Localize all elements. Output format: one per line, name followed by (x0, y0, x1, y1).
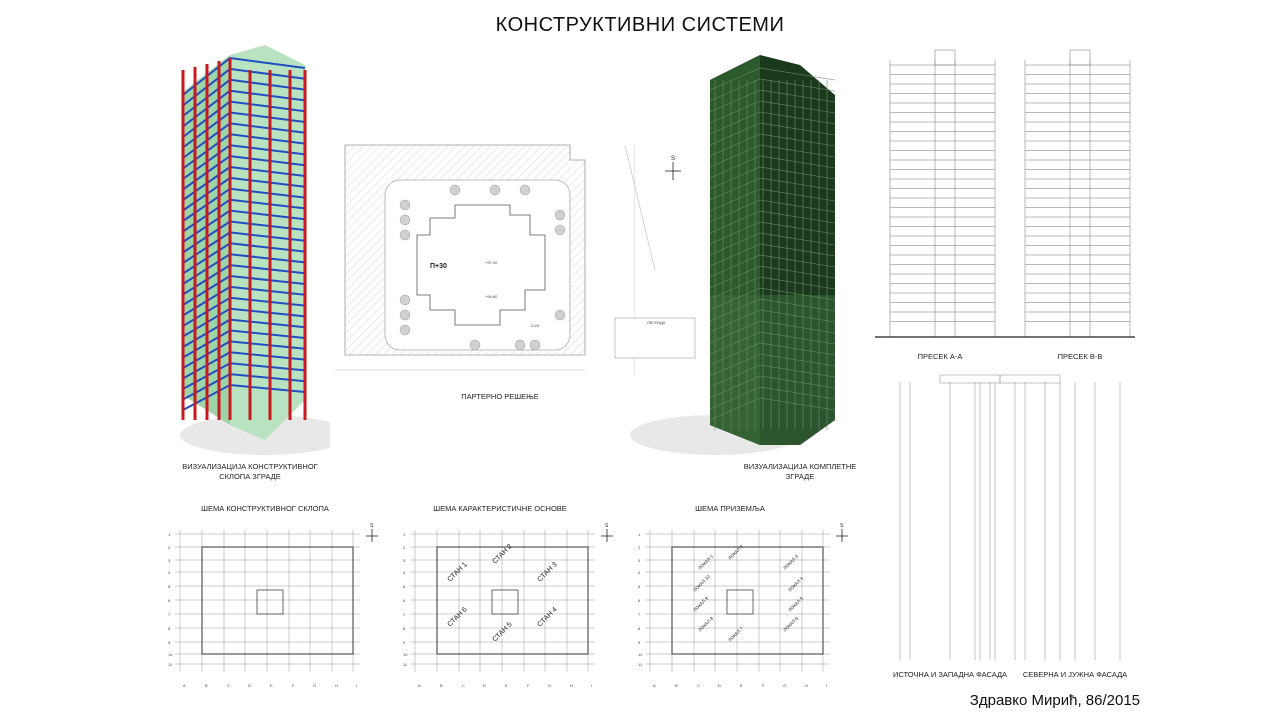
row-label: 8 (403, 626, 406, 631)
row-label: 8 (168, 626, 171, 631)
row-label: 4 (168, 570, 171, 575)
shop-label: ЛОКАЛ 4 (787, 575, 805, 593)
row-label: 8 (638, 626, 641, 631)
row-label: 5 (403, 584, 406, 589)
structural-plan-title: ШЕМА КОНСТРУКТИВНОГ СКЛОПА (201, 504, 329, 513)
column-label: D (718, 683, 721, 688)
shop-label: ЛОКАЛ 6 (782, 615, 800, 633)
ground-plan-title: ШЕМА ПРИЗЕМЉА (695, 504, 765, 513)
column-label: F (762, 683, 765, 688)
apartment-label: СТАН 3 (536, 561, 559, 584)
north-label: S (671, 156, 676, 162)
row-label: 1 (403, 532, 406, 537)
row-label: 2 (168, 545, 171, 550)
caption-complete-line2: ЗГРАДЕ (785, 472, 815, 481)
sections-drawing (870, 45, 1140, 350)
shop-label: ЛОКАЛ 3 (782, 553, 800, 571)
column-label: G (783, 683, 787, 688)
column-label: C (697, 683, 700, 688)
facades-drawing (880, 370, 1140, 670)
row-label: 10 (168, 652, 173, 657)
column-label: G (548, 683, 552, 688)
row-label: 2 (638, 545, 641, 550)
structural-plan (165, 512, 385, 697)
column-label: F (527, 683, 530, 688)
column-label: E (740, 683, 743, 688)
column-label: B (440, 683, 443, 688)
caption-site-plan: ПАРТЕРНО РЕШЕЊЕ (461, 392, 539, 401)
column-label: A (418, 683, 421, 688)
column-label: H (570, 683, 573, 688)
row-label: 4 (638, 570, 641, 575)
north-label: S (370, 523, 374, 529)
column-label: C (227, 683, 230, 688)
shop-label: ЛОКАЛ 9 (692, 595, 710, 613)
row-label: 6 (403, 598, 406, 603)
caption-facade-ns: СЕВЕРНА И ЈУЖНА ФАСАДА (1022, 670, 1128, 679)
row-label: 5 (168, 584, 171, 589)
column-label: I (826, 683, 828, 688)
row-label: 9 (168, 640, 171, 645)
complete-building-visualization (620, 40, 870, 460)
row-label: 6 (168, 598, 171, 603)
row-label: 5 (638, 584, 641, 589)
row-label: 4 (403, 570, 406, 575)
shop-label: ЛОКАЛ 2 (727, 543, 745, 561)
caption-facade-ew: ИСТОЧНА И ЗАПАДНА ФАСАДА (892, 670, 1008, 679)
column-label: H (805, 683, 808, 688)
column-label: I (356, 683, 358, 688)
shop-label: ЛОКАЛ 1 (697, 553, 715, 571)
column-label: G (313, 683, 317, 688)
row-label: 10 (403, 652, 408, 657)
caption-structure-line1: ВИЗУАЛИЗАЦИЈА КОНСТРУКТИВНОГ (182, 462, 318, 471)
column-label: A (653, 683, 656, 688)
apartment-label: СТАН 1 (446, 561, 469, 584)
column-label: I (591, 683, 593, 688)
row-label: 2 (403, 545, 406, 550)
typical-plan-title: ШЕМА КАРАКТЕРИСТИЧНЕ ОСНОВЕ (433, 504, 567, 513)
row-label: 10 (638, 652, 643, 657)
caption-section-aa: ПРЕСЕК А-А (917, 352, 963, 361)
row-label: 3 (168, 558, 171, 563)
site-plan (335, 140, 635, 385)
site-elevation-2: +94.80 (485, 294, 498, 299)
shop-label: ЛОКАЛ 10 (692, 574, 711, 593)
row-label: 9 (638, 640, 641, 645)
shop-label: ЛОКАЛ 8 (697, 615, 715, 633)
row-label: 9 (403, 640, 406, 645)
column-label: B (205, 683, 208, 688)
caption-complete-line1: ВИЗУАЛИЗАЦИЈА КОМПЛЕТНЕ (743, 462, 857, 471)
row-label: 11 (403, 662, 408, 667)
author-signature: Здравко Мирић, 86/2015 (969, 692, 1140, 709)
shop-label: ЛОКАЛ 5 (787, 595, 805, 613)
column-label: F (292, 683, 295, 688)
site-elevation-3: -0.20 (530, 323, 540, 328)
shop-label: ЛОКАЛ 7 (727, 625, 745, 643)
row-label: 11 (168, 662, 173, 667)
ground-floor-plan (635, 512, 855, 697)
row-label: 7 (403, 612, 406, 617)
row-label: 11 (638, 662, 643, 667)
row-label: 3 (403, 558, 406, 563)
apartment-label: СТАН 5 (491, 621, 514, 644)
north-label: S (605, 523, 609, 529)
site-floors-label: П+30 (430, 263, 447, 270)
page-title: КОНСТРУКТИВНИ СИСТЕМИ (495, 14, 785, 36)
site-elevation-1: +97.00 (485, 260, 498, 265)
column-label: D (483, 683, 486, 688)
structure-visualization (155, 40, 330, 460)
caption-structure-line2: СКЛОПА ЗГРАДЕ (219, 472, 281, 481)
row-label: 7 (168, 612, 171, 617)
column-label: E (505, 683, 508, 688)
typical-floor-plan (400, 512, 620, 697)
row-label: 6 (638, 598, 641, 603)
column-label: B (675, 683, 678, 688)
row-label: 1 (168, 532, 171, 537)
north-label: S (840, 523, 844, 529)
apartment-label: СТАН 6 (446, 606, 469, 629)
column-label: C (462, 683, 465, 688)
apartment-label: СТАН 2 (491, 543, 514, 566)
row-label: 3 (638, 558, 641, 563)
row-label: 1 (638, 532, 641, 537)
apartment-label: СТАН 4 (536, 606, 559, 629)
column-label: E (270, 683, 273, 688)
row-label: 7 (638, 612, 641, 617)
column-label: D (248, 683, 251, 688)
caption-section-bb: ПРЕСЕК В-В (1057, 352, 1103, 361)
legend-title: ЛЕГЕНДА (647, 320, 666, 325)
column-label: H (335, 683, 338, 688)
column-label: A (183, 683, 186, 688)
